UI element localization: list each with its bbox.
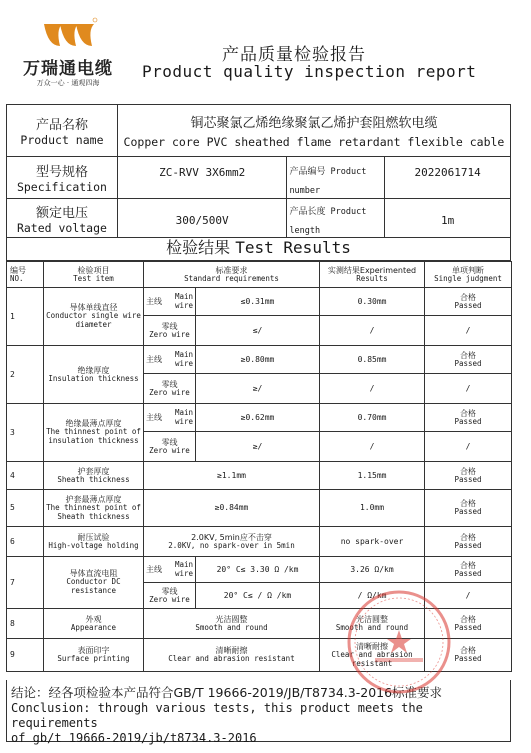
spec-value: ZC-RVV 3X6mm2 [117, 157, 287, 199]
table-row: 8 外观 Appearance 光洁圆整 Smooth and round 光洁圆整 Smooth and round 合格 Passed [7, 609, 512, 639]
table-row: 4 护套厚度 Sheath thickness ≥1.1mm 1.15mm 合格 Passed [7, 462, 512, 490]
logo-mark-icon [38, 16, 98, 52]
logo-name: 万瑞通电缆 [23, 59, 113, 79]
company-logo [18, 16, 118, 98]
product-length-value: 1m [385, 199, 511, 238]
product-length-label: 产品长度 Product length [287, 199, 385, 238]
table-row: 6 耐压试验 High-voltage holding 2.0KV, 5min应不击穿 2.0KV, no spark-over in 5min no spark-over 合格 Passed [7, 527, 512, 557]
product-name-value: 铜芯聚氯乙烯绝缘聚氯乙烯护套阻燃软电缆 Copper core PVC sheathed flame retardant flexible cable [117, 105, 510, 157]
product-number-value: 2022061714 [385, 157, 511, 199]
inspection-stamp-icon [345, 588, 453, 696]
product-number-label: 产品编号 Product number [287, 157, 385, 199]
report-title-cn: 产品质量检验报告 [222, 45, 366, 65]
conclusion-en-line2: of gb/t 19666-2019/jb/t8734.3-2016 [11, 731, 257, 745]
product-name-label: 产品名称 Product name [7, 105, 118, 157]
product-info-table [6, 104, 511, 238]
table-row: 7 导体直流电阻 Conductor DC resistance 主线 Main wire 20° C≤ 3.30 Ω /km 3.26 Ω/km 合格 Passed [7, 557, 512, 583]
table-row: 3 绝缘最薄点厚度 The thinnest point of insulation thickness 主线 Main wire ≥0.62mm 0.70mm 合格 Passed [7, 404, 512, 432]
table-row: 零线 Zero wire ≤/ / / [7, 316, 512, 346]
table-row: 1 导体单线直径 Conductor single wire diameter 主线 Main wire ≤0.31mm 0.30mm 合格 Passed [7, 288, 512, 316]
results-title: 检验结果 Test Results [6, 235, 511, 261]
table-row: 零线 Zero wire ≥/ / / [7, 432, 512, 462]
table-row: 零线 Zero wire ≥/ / / [7, 374, 512, 404]
conclusion-cn: 结论：经各项检验本产品符合GB/T 19666-2019/JB/T8734.3-2016标准要求 [11, 685, 443, 700]
spec-label: 型号规格 Specification [7, 157, 118, 199]
results-header-row: 编号 NO. 检验项目 Test item 标准要求 Standard requirements 实测结果Experimented Results 单项判断 Single judgment [7, 262, 512, 288]
report-title-en: Product quality inspection report [142, 62, 477, 81]
rated-voltage-value: 300/500V [117, 199, 287, 238]
table-row: 5 护套最薄点厚度 The thinnest point of Sheath thickness ≥0.84mm 1.0mm 合格 Passed [7, 490, 512, 527]
table-row: 零线 Zero wire 20° C≤ / Ω /km / Ω/km / [7, 583, 512, 609]
conclusion-en-line1: Conclusion: through various tests, this product meets the requirements [11, 701, 423, 730]
table-row: 2 绝缘厚度 Insulation thickness 主线 Main wire ≥0.80mm 0.85mm 合格 Passed [7, 346, 512, 374]
logo-slogan: 万众一心 · 通观四海 [36, 79, 100, 87]
rated-voltage-label: 额定电压 Rated voltage [7, 199, 118, 238]
table-row: 9 表面印字 Surface printing 清晰耐擦 Clear and abrasion resistant 清晰耐擦 Clear and abrasion resistant 合格 Passed [7, 639, 512, 672]
